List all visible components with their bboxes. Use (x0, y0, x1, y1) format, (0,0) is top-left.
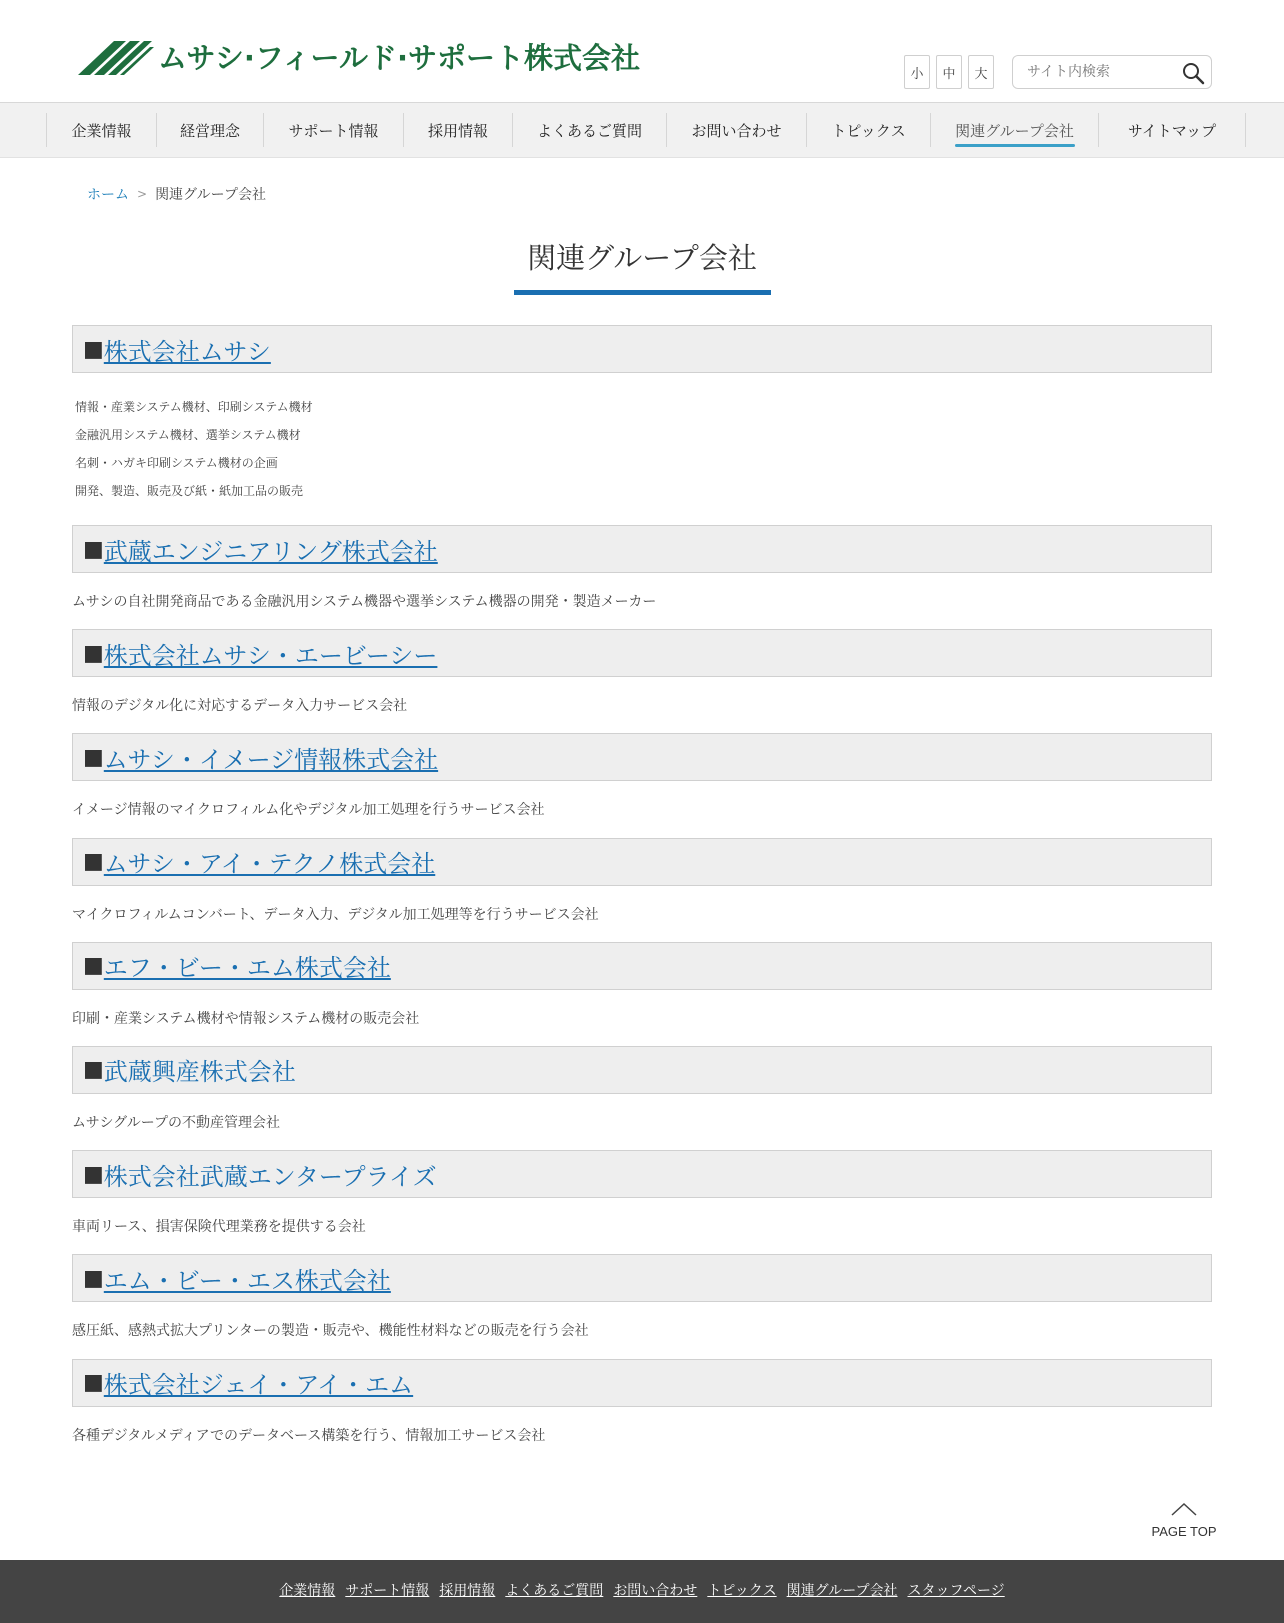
footer-link-recruit[interactable]: 採用情報 (439, 1583, 496, 1599)
company-name-text: 株式会社武蔵エンタープライズ (103, 1162, 437, 1191)
footer-link-contact[interactable]: お問い合わせ (613, 1583, 698, 1599)
company-heading (72, 1359, 1212, 1407)
company-item (72, 1150, 1212, 1254)
breadcrumb-home-link[interactable]: ホーム (87, 187, 129, 203)
nav-item-support[interactable]: サポート情報 (263, 113, 403, 147)
page-title-underline (514, 290, 771, 295)
company-link[interactable]: ムサシ・イメージ情報株式会社 (103, 745, 439, 774)
font-size-small-button[interactable]: 小 (904, 55, 930, 89)
site-header (0, 0, 1284, 103)
nav-item-contact[interactable]: お問い合わせ (666, 113, 806, 147)
footer-link-topics[interactable]: トピックス (707, 1583, 777, 1599)
company-heading (72, 525, 1212, 573)
company-heading (72, 942, 1212, 990)
company-item (72, 1359, 1212, 1463)
nav-item-group-companies[interactable]: 関連グループ会社 (930, 113, 1098, 147)
nav-item-topics[interactable]: トピックス (806, 113, 930, 147)
page-top-label: PAGE TOP (1151, 1524, 1217, 1539)
company-description: 印刷・産業システム機材や情報システム機材の販売会社 (72, 1010, 420, 1027)
company-list (72, 325, 1212, 1463)
description-line: 開発、製造、販売及び紙・紙加工品の販売 (75, 484, 304, 498)
page-title: 関連グループ会社 (527, 241, 757, 275)
company-description: イメージ情報のマイクロフィルム化やデジタル加工処理を行うサービス会社 (72, 802, 545, 819)
company-heading (72, 629, 1212, 677)
bullet-square: ■ (83, 536, 104, 562)
site-logo[interactable] (78, 36, 640, 77)
company-link[interactable]: 武蔵エンジニアリング株式会社 (103, 537, 438, 566)
company-heading (72, 733, 1212, 781)
company-heading (72, 838, 1212, 886)
bullet-square: ■ (83, 1265, 104, 1291)
company-link[interactable]: 株式会社ジェイ・アイ・エム (103, 1371, 414, 1399)
search-input[interactable] (1025, 63, 1179, 81)
company-heading (72, 1254, 1212, 1302)
bullet-square: ■ (83, 640, 104, 666)
page-top-button[interactable] (1140, 1500, 1228, 1539)
company-description (72, 373, 1212, 525)
company-item (72, 525, 1212, 629)
company-description: 各種デジタルメディアでのデータベース構築を行う、情報加工サービス会社 (72, 1427, 546, 1444)
footer-link-company-info[interactable]: 企業情報 (279, 1583, 336, 1599)
breadcrumb-current: 関連グループ会社 (155, 187, 266, 203)
bullet-square: ■ (83, 1161, 104, 1187)
site-footer (0, 1560, 1284, 1623)
bullet-square: ■ (83, 1370, 104, 1395)
chevron-up-icon (1169, 1500, 1199, 1518)
font-size-switcher (904, 55, 994, 89)
nav-item-philosophy[interactable]: 経営理念 (156, 113, 263, 147)
company-description: ムサシグループの不動産管理会社 (72, 1114, 281, 1131)
company-link[interactable]: エフ・ビー・エム株式会社 (103, 954, 391, 983)
footer-link-staff-page[interactable]: スタッフページ (907, 1583, 1005, 1599)
footer-link-group-companies[interactable]: 関連グループ会社 (786, 1583, 898, 1599)
font-size-large-button[interactable]: 大 (968, 55, 994, 89)
search-icon[interactable] (1181, 61, 1205, 85)
company-description: ムサシの自社開発商品である金融汎用システム機器や選挙システム機器の開発・製造メーカー (72, 594, 657, 610)
company-description: 情報のデジタル化に対応するデータ入力サービス会社 (72, 698, 408, 715)
company-name: ムサシ·フィールド·サポート株式会社 (158, 41, 640, 75)
description-line: 情報・産業システム機材、印刷システム機材 (75, 400, 313, 414)
company-description: 感圧紙、感熱式拡大プリンターの製造・販売や、機能性材料などの販売を行う会社 (72, 1323, 589, 1340)
company-link[interactable]: 株式会社ムサシ (103, 337, 271, 366)
nav-item-sitemap[interactable]: サイトマップ (1098, 113, 1246, 147)
company-item (72, 629, 1212, 733)
bullet-square: ■ (83, 953, 104, 979)
site-search (1012, 55, 1212, 89)
bullet-square: ■ (83, 744, 104, 770)
company-item (72, 1254, 1212, 1358)
company-item (72, 1046, 1212, 1150)
company-item (72, 838, 1212, 942)
nav-item-company-info[interactable]: 企業情報 (46, 113, 156, 147)
company-name-text: 武蔵興産株式会社 (103, 1058, 296, 1087)
description-line: 金融汎用システム機材、選挙システム機材 (75, 428, 301, 442)
company-heading (72, 1150, 1212, 1198)
breadcrumb (87, 184, 266, 204)
bullet-square: ■ (83, 849, 104, 875)
company-heading (72, 1046, 1212, 1094)
company-item (72, 942, 1212, 1046)
company-description: マイクロフィルムコンバート、データ入力、デジタル加工処理等を行うサービス会社 (72, 906, 599, 923)
description-line: 名刺・ハガキ印刷システム機材の企画 (75, 456, 278, 470)
company-description: 車両リース、損害保険代理業務を提供する会社 (72, 1219, 366, 1236)
company-link[interactable]: エム・ビー・エス株式会社 (103, 1266, 391, 1295)
company-link[interactable]: ムサシ・アイ・テクノ株式会社 (103, 850, 436, 879)
font-size-medium-button[interactable]: 中 (936, 55, 962, 89)
bullet-square: ■ (83, 336, 104, 362)
company-item (72, 733, 1212, 837)
stripes-logo-icon (78, 37, 154, 77)
company-item (72, 325, 1212, 525)
nav-item-recruit[interactable]: 採用情報 (403, 113, 512, 147)
global-nav (0, 103, 1284, 158)
company-heading (72, 325, 1212, 373)
nav-item-faq[interactable]: よくあるご質問 (512, 113, 666, 147)
bullet-square: ■ (83, 1057, 104, 1083)
footer-link-support[interactable]: サポート情報 (345, 1583, 430, 1599)
breadcrumb-separator: > (137, 187, 148, 201)
company-link[interactable]: 株式会社ムサシ・エービーシー (103, 641, 438, 670)
footer-link-faq[interactable]: よくあるご質問 (505, 1583, 604, 1599)
